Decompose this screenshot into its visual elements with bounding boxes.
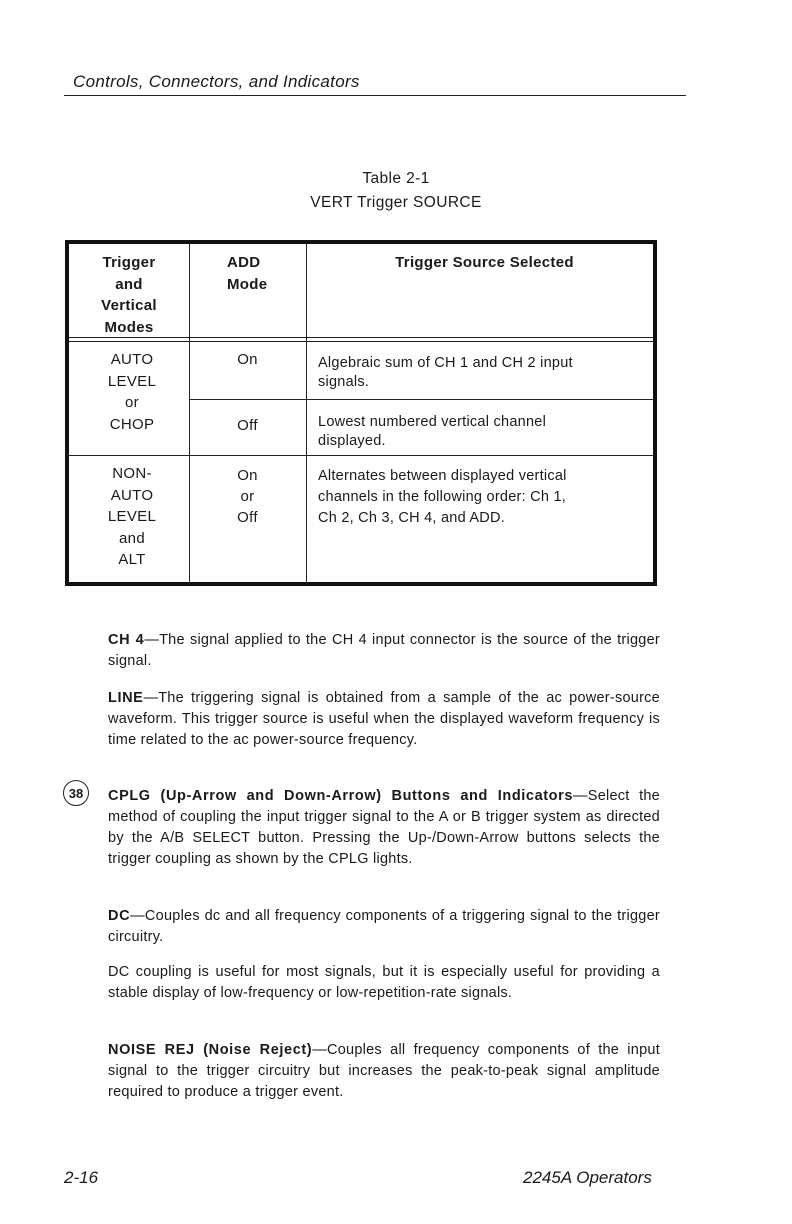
paragraph-cplg: CPLG (Up-Arrow and Down-Arrow) Buttons and Indicators—Select the method of coupling the input trigger signal to the A or B trigger system as directed by the A/B SELECT button. Pressing the Up-/Down-Arrow buttons selects the trigger coupling as shown by the CPLG lights. xyxy=(108,788,660,867)
trigger-source-table xyxy=(65,240,657,586)
group-divider xyxy=(69,455,653,456)
header-source: Trigger Source Selected xyxy=(395,254,574,271)
table-title: VERT Trigger SOURCE xyxy=(310,194,482,211)
group2-add: On or Off xyxy=(237,467,258,526)
callout-marker: 38 xyxy=(63,780,89,806)
paragraph-line: LINE—The triggering signal is obtained from a sample of the ac power-source waveform. This trigger source is useful when the displayed waveform frequency is time related to the ac power-source frequency. xyxy=(108,690,660,748)
group1-source-off: Lowest numbered vertical channel displayed. xyxy=(318,414,547,449)
group1-add-on: On xyxy=(237,351,258,368)
header-add-mode: ADD Mode xyxy=(227,254,268,293)
group1-modes: AUTO LEVEL or CHOP xyxy=(107,351,157,433)
table-number: Table 2-1 xyxy=(362,170,430,187)
group2-modes: NON- AUTO LEVEL and ALT xyxy=(107,465,157,568)
group1-source-on: Algebraic sum of CH 1 and CH 2 input signals. xyxy=(318,355,573,390)
header-divider xyxy=(69,341,653,342)
group2-source: Alternates between displayed vertical channels in the following order: Ch 1, Ch 2, Ch 3, CH 4, and ADD. xyxy=(318,468,567,526)
group1-add-off: Off xyxy=(237,417,258,434)
manual-title: 2245A Operators xyxy=(523,1168,652,1187)
header-rule xyxy=(64,95,686,96)
page-number: 2-16 xyxy=(64,1168,99,1187)
row-divider xyxy=(189,399,653,400)
paragraph-dc: DC—Couples dc and all frequency components of a triggering signal to the trigger circuitry. xyxy=(108,908,660,945)
column-divider xyxy=(306,244,307,582)
paragraph-dc-use: DC coupling is useful for most signals, but it is especially useful for providing a stable display of low-frequency or low-repetition-rate signals. xyxy=(108,964,660,1001)
paragraph-noise-rej: NOISE REJ (Noise Reject)—Couples all frequency components of the input signal to the trigger circuitry but increases the peak-to-peak signal amplitude required to produce a trigger event. xyxy=(108,1042,660,1100)
running-header: Controls, Connectors, and Indicators xyxy=(73,72,360,91)
paragraph-ch4: CH 4—The signal applied to the CH 4 input connector is the source of the trigger signal. xyxy=(108,632,660,669)
header-modes: Trigger and Vertical Modes xyxy=(101,254,157,336)
